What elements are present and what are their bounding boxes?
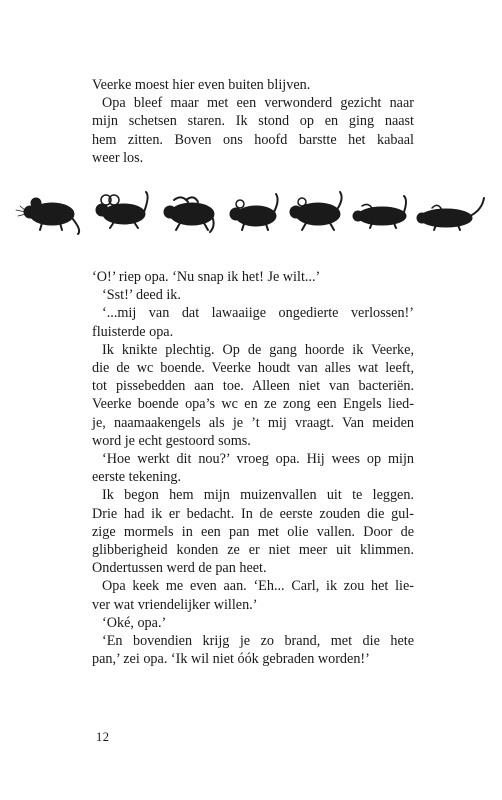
text-line: glibberigheid konden ze er niet meer uit klimmen. <box>92 542 414 559</box>
text-line: Ik begon hem mijn muizenvallen uit te leggen. <box>102 487 414 504</box>
text-line: Drie had ik er bedacht. In de eerste zouden die gul- <box>92 505 414 522</box>
paragraph <box>92 450 414 486</box>
text-line: Veerke boende opa’s wc en ze zong een Engels lied- <box>92 396 414 413</box>
paragraph <box>92 304 414 340</box>
text-line: mijn schetsen staren. Ik stond op en ging naast <box>92 113 414 130</box>
paragraph <box>92 286 414 304</box>
mouse-3-icon <box>164 197 214 232</box>
text-block-bottom <box>92 268 414 668</box>
text-line: weer los. <box>92 149 144 166</box>
text-block-top <box>92 76 414 167</box>
text-line: tot pissebedden aan toe. Alleen niet van bacteriën. <box>92 378 414 395</box>
paragraph <box>92 577 414 613</box>
text-line: pan,’ zei opa. ‘Ik wil niet óók gebraden worden!’ <box>92 651 370 668</box>
text-line: Ondertussen werd de pan heet. <box>92 560 267 577</box>
paragraph <box>92 94 414 167</box>
mice-illustration <box>12 190 492 240</box>
text-line: je, naamaakengels als je ’t mij vraagt. Van meiden <box>92 414 414 431</box>
text-line: Ik knikte plechtig. Op de gang hoorde ik Veerke, <box>102 341 414 358</box>
paragraph <box>92 614 414 632</box>
text-line: ‘Hoe werkt dit nou?’ vroeg opa. Hij wees op mijn <box>102 451 414 468</box>
text-line: ‘...mij van dat lawaaiige ongedierte verlossen!’ <box>102 305 414 322</box>
mouse-1-icon <box>16 198 79 234</box>
text-line: eerste tekening. <box>92 469 182 486</box>
text-line: hem zitten. Boven ons hoofd barstte het kabaal <box>92 131 414 148</box>
mouse-5-icon <box>290 192 342 230</box>
mouse-6-icon <box>353 196 406 228</box>
mouse-2-icon <box>96 192 148 228</box>
text-line: ‘O!’ riep opa. ‘Nu snap ik het! Je wilt...’ <box>92 269 321 285</box>
text-line: ver wat vriendelijker willen.’ <box>92 596 258 613</box>
text-line: Veerke moest hier even buiten blijven. <box>92 77 311 93</box>
page-number: 12 <box>96 730 110 744</box>
paragraph <box>92 341 414 450</box>
text-line: Opa bleef maar met een verwonderd gezicht naar <box>102 95 414 112</box>
text-line: die de wc boende. Veerke houdt van alles wat leeft, <box>92 360 414 377</box>
paragraph <box>92 486 414 577</box>
text-line: Opa keek me even aan. ‘Eh... Carl, ik zou het lie- <box>102 578 414 595</box>
text-line: fluisterde opa. <box>92 323 174 340</box>
text-line: ‘Sst!’ deed ik. <box>102 287 181 304</box>
mouse-7-icon <box>417 198 484 230</box>
paragraph <box>92 268 414 286</box>
text-line: word je echt gestoord soms. <box>92 432 251 449</box>
mouse-4-icon <box>230 194 278 230</box>
text-line: ‘Oké, opa.’ <box>102 614 167 631</box>
paragraph <box>92 76 414 94</box>
text-line: zige mormels in een pan met olie vallen. Door de <box>92 523 414 540</box>
text-line: ‘En bovendien krijg je zo brand, met die hete <box>102 633 414 650</box>
paragraph <box>92 632 414 668</box>
